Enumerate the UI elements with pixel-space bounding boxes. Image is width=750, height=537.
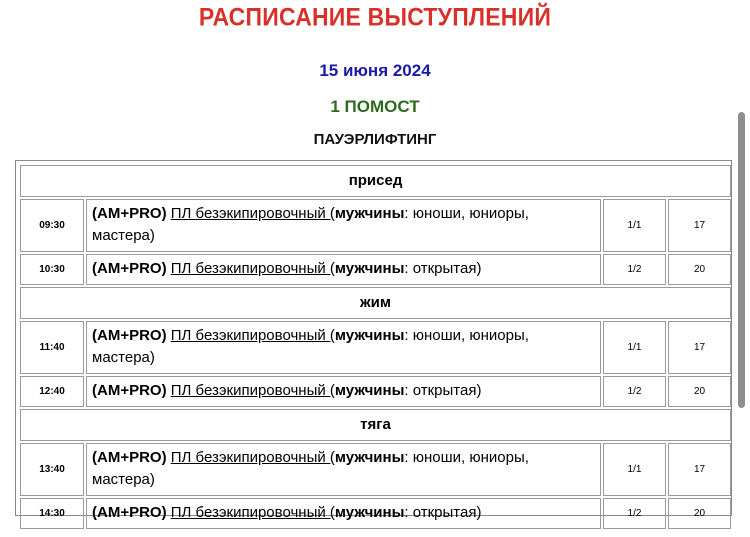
category-label: (AM+PRO) (92, 382, 167, 399)
section-title: жим (20, 287, 731, 319)
category-label: (AM+PRO) (92, 449, 167, 466)
gender-label: мужчины (334, 205, 405, 222)
table-row (20, 498, 731, 529)
flow-number: 1/2 (603, 376, 666, 407)
vertical-scrollbar[interactable] (738, 112, 745, 408)
flow-number: 1/1 (603, 199, 666, 252)
event-description (86, 321, 601, 374)
schedule-date: 15 июня 2024 (319, 61, 431, 80)
event-description (86, 498, 601, 529)
participant-count: 20 (668, 376, 731, 407)
event-description (86, 443, 601, 496)
section-row (20, 287, 731, 319)
participant-count: 17 (668, 199, 731, 252)
section-row (20, 409, 731, 441)
age-groups: : открытая) (404, 260, 482, 277)
flow-number: 1/1 (603, 321, 666, 374)
gender-label: мужчины (334, 504, 405, 521)
event-link[interactable]: ПЛ безэкипировочный ( (170, 327, 335, 344)
start-time: 09:30 (20, 199, 84, 252)
section-title: присед (20, 165, 731, 197)
category-label: (AM+PRO) (92, 504, 167, 521)
start-time: 10:30 (20, 254, 84, 285)
section-title: тяга (20, 409, 731, 441)
event-description (86, 376, 601, 407)
participant-count: 17 (668, 321, 731, 374)
flow-number: 1/2 (603, 254, 666, 285)
age-groups: : открытая) (404, 504, 482, 521)
event-description (86, 254, 601, 285)
participant-count: 20 (668, 254, 731, 285)
flow-number: 1/1 (603, 443, 666, 496)
page-title: РАСПИСАНИЕ ВЫСТУПЛЕНИЙ (198, 2, 552, 32)
participant-count: 20 (668, 498, 731, 529)
age-groups: : юноши, юниоры, мастера) (92, 327, 529, 366)
table-row (20, 254, 731, 285)
age-groups: : юноши, юниоры, мастера) (92, 205, 529, 244)
table-row (20, 443, 731, 496)
event-link[interactable]: ПЛ безэкипировочный ( (170, 449, 335, 466)
event-description (86, 199, 601, 252)
event-link[interactable]: ПЛ безэкипировочный ( (170, 382, 335, 399)
gender-label: мужчины (334, 382, 405, 399)
table-row (20, 376, 731, 407)
category-label: (AM+PRO) (92, 327, 167, 344)
event-link[interactable]: ПЛ безэкипировочный ( (170, 504, 335, 521)
platform-label: 1 ПОМОСТ (330, 97, 420, 116)
schedule-table-container (15, 160, 732, 521)
category-label: (AM+PRO) (92, 260, 167, 277)
table-row (20, 199, 731, 252)
age-groups: : открытая) (404, 382, 482, 399)
gender-label: мужчины (334, 449, 405, 466)
gender-label: мужчины (334, 327, 405, 344)
gender-label: мужчины (334, 260, 405, 277)
table-row (20, 321, 731, 374)
schedule-table (18, 163, 733, 531)
start-time: 14:30 (20, 498, 84, 529)
start-time: 11:40 (20, 321, 84, 374)
discipline-label: ПАУЭРЛИФТИНГ (313, 131, 437, 148)
event-link[interactable]: ПЛ безэкипировочный ( (170, 205, 335, 222)
flow-number: 1/2 (603, 498, 666, 529)
category-label: (AM+PRO) (92, 205, 167, 222)
start-time: 13:40 (20, 443, 84, 496)
event-link[interactable]: ПЛ безэкипировочный ( (170, 260, 335, 277)
participant-count: 17 (668, 443, 731, 496)
section-row (20, 165, 731, 197)
start-time: 12:40 (20, 376, 84, 407)
age-groups: : юноши, юниоры, мастера) (92, 449, 529, 488)
